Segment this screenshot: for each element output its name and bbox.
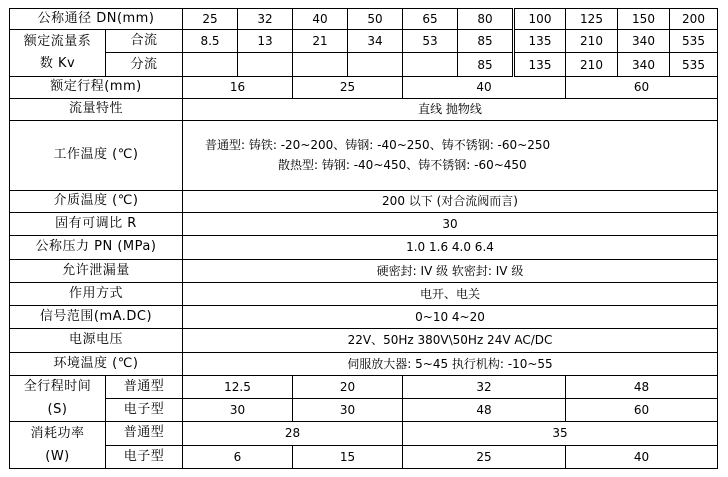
dn-value: 80 — [458, 9, 514, 30]
stroke-value: 16 — [183, 76, 293, 98]
signal-row — [10, 306, 718, 329]
ratio-row — [10, 213, 718, 236]
dn-value: 200 — [670, 9, 718, 30]
kv-fl-value: 85 — [458, 53, 514, 76]
kv-fl-value — [183, 53, 238, 76]
consumption-elec-label: 电子型 — [106, 445, 183, 468]
power-value: 22V、50Hz 380V\50Hz 24V AC/DC — [183, 329, 718, 352]
full-stroke-normal-value: 32 — [403, 375, 566, 398]
action-label: 作用方式 — [10, 282, 183, 305]
signal-label: 信号范围(mA.DC) — [10, 306, 183, 329]
stroke-value: 25 — [293, 76, 403, 98]
dn-value: 50 — [348, 9, 403, 30]
flow-char-value: 直线 抛物线 — [183, 98, 718, 120]
kv-fl-value: 340 — [618, 53, 670, 76]
consumption-normal-row — [10, 422, 718, 445]
kv-label-top: 额定流量系 — [10, 30, 106, 53]
signal-value: 0~10 4~20 — [183, 306, 718, 329]
kv-fl-value — [238, 53, 293, 76]
kv-fl-value: 210 — [566, 53, 618, 76]
full-stroke-normal-row — [10, 375, 718, 398]
full-stroke-elec-value: 48 — [403, 399, 566, 422]
dn-value: 40 — [293, 9, 348, 30]
work-temp-value — [183, 121, 718, 191]
pressure-label: 公称压力 PN (MPa) — [10, 236, 183, 259]
kv-fl-value — [403, 53, 458, 76]
kv-hl-value: 13 — [238, 30, 293, 53]
full-stroke-elec-value: 30 — [183, 399, 293, 422]
kv-fl-row — [10, 53, 718, 76]
full-stroke-normal-value: 12.5 — [183, 375, 293, 398]
full-stroke-label-bottom: (S) — [10, 399, 106, 422]
stroke-value: 40 — [403, 76, 566, 98]
full-stroke-normal-value: 48 — [566, 375, 718, 398]
stroke-row — [10, 76, 718, 98]
flow-char-row — [10, 98, 718, 120]
dn-value: 32 — [238, 9, 293, 30]
flow-char-label: 流量特性 — [10, 98, 183, 120]
dn-value: 125 — [566, 9, 618, 30]
kv-hl-value: 210 — [566, 30, 618, 53]
kv-fl-value — [348, 53, 403, 76]
kv-hl-row — [10, 30, 718, 53]
env-temp-value: 伺服放大器: 5~45 执行机构: -10~55 — [183, 352, 718, 375]
leakage-label: 允许泄漏量 — [10, 259, 183, 282]
kv-hl-value: 34 — [348, 30, 403, 53]
medium-temp-label: 介质温度 (℃) — [10, 190, 183, 212]
work-temp-row — [10, 121, 718, 191]
kv-hl-value: 21 — [293, 30, 348, 53]
pressure-row — [10, 236, 718, 259]
consumption-elec-value: 15 — [293, 445, 403, 468]
stroke-label: 额定行程(mm) — [10, 76, 183, 98]
consumption-normal-label: 普通型 — [106, 422, 183, 445]
env-temp-row — [10, 352, 718, 375]
spec-table — [9, 8, 718, 469]
leakage-row — [10, 259, 718, 282]
kv-hl-value: 8.5 — [183, 30, 238, 53]
kv-fl-value: 535 — [670, 53, 718, 76]
stroke-value: 60 — [566, 76, 718, 98]
work-temp-line1: 普通型: 铸铁: -20~200、铸钢: -40~250、铸不锈钢: -60~250 — [205, 138, 551, 153]
dn-value: 100 — [514, 9, 566, 30]
dn-row — [10, 9, 718, 30]
work-temp-line2: 散热型: 铸钢: -40~450、铸不锈钢: -60~450 — [278, 158, 527, 173]
dn-label: 公称通径 DN(mm) — [10, 9, 183, 30]
power-row — [10, 329, 718, 352]
consumption-label-bottom: (W) — [10, 445, 106, 468]
full-stroke-elec-value: 30 — [293, 399, 403, 422]
kv-hl-value: 135 — [514, 30, 566, 53]
power-label: 电源电压 — [10, 329, 183, 352]
kv-label-bottom: 数 Kv — [10, 53, 106, 76]
kv-hl-label: 合流 — [106, 30, 183, 53]
env-temp-label: 环境温度 (℃) — [10, 352, 183, 375]
consumption-normal-value: 28 — [183, 422, 403, 445]
ratio-value: 30 — [183, 213, 718, 236]
dn-value: 150 — [618, 9, 670, 30]
medium-temp-value: 200 以下 (对合流阀而言) — [183, 190, 718, 212]
action-row — [10, 282, 718, 305]
dn-value: 65 — [403, 9, 458, 30]
consumption-elec-value: 40 — [566, 445, 718, 468]
medium-temp-row — [10, 190, 718, 212]
kv-hl-value: 535 — [670, 30, 718, 53]
leakage-value: 硬密封: IV 级 软密封: IV 级 — [183, 259, 718, 282]
consumption-elec-value: 6 — [183, 445, 293, 468]
full-stroke-label-top: 全行程时间 — [10, 375, 106, 398]
full-stroke-elec-value: 60 — [566, 399, 718, 422]
action-value: 电开、电关 — [183, 282, 718, 305]
pressure-value: 1.0 1.6 4.0 6.4 — [183, 236, 718, 259]
ratio-label: 固有可调比 R — [10, 213, 183, 236]
full-stroke-elec-label: 电子型 — [106, 399, 183, 422]
kv-fl-value: 135 — [514, 53, 566, 76]
kv-fl-value — [293, 53, 348, 76]
full-stroke-elec-row — [10, 399, 718, 422]
dn-value: 25 — [183, 9, 238, 30]
work-temp-label: 工作温度 (℃) — [10, 121, 183, 191]
full-stroke-normal-label: 普通型 — [106, 375, 183, 398]
consumption-elec-value: 25 — [403, 445, 566, 468]
consumption-normal-value: 35 — [403, 422, 718, 445]
full-stroke-normal-value: 20 — [293, 375, 403, 398]
consumption-elec-row — [10, 445, 718, 468]
kv-hl-value: 85 — [458, 30, 514, 53]
kv-fl-label: 分流 — [106, 53, 183, 76]
kv-hl-value: 53 — [403, 30, 458, 53]
consumption-label-top: 消耗功率 — [10, 422, 106, 445]
kv-hl-value: 340 — [618, 30, 670, 53]
